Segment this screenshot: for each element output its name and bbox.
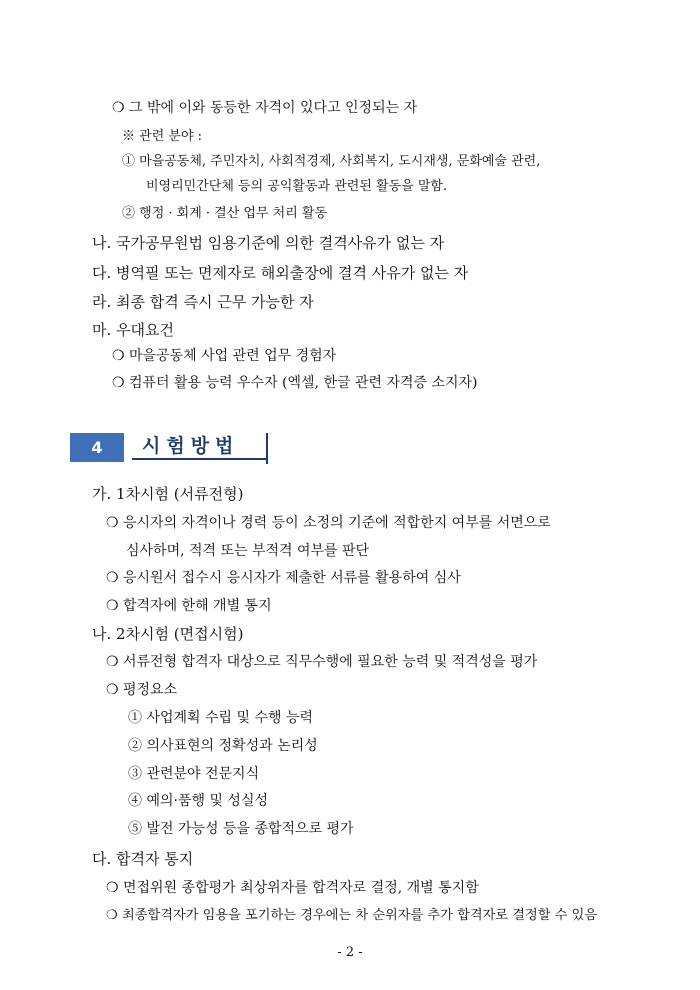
text-line: ❍ 응시자의 자격이나 경력 등이 소정의 기준에 적합한지 여부를 서면으로: [106, 515, 551, 531]
text-line: ❍ 응시원서 접수시 응시자가 제출한 서류를 활용하여 심사: [106, 570, 461, 586]
text-line: ❍ 마을공동체 사업 관련 업무 경험자: [112, 348, 337, 364]
item-heading: 라. 최종 합격 즉시 근무 가능한 자: [92, 293, 314, 311]
text-line: ❍ 평정요소: [106, 682, 178, 698]
text-line: ⑤ 발전 가능성 등을 종합적으로 평가: [128, 821, 354, 837]
text-line: ① 사업계획 수립 및 수행 능력: [128, 710, 314, 726]
text-line: 심사하며, 적격 또는 부적격 여부를 판단: [126, 543, 370, 559]
item-heading: 다. 병역필 또는 면제자로 해외출장에 결격 사유가 없는 자: [92, 264, 469, 282]
item-heading: 다. 합격자 통지: [92, 850, 194, 868]
item-heading: 마. 우대요건: [92, 321, 174, 339]
item-heading: 나. 2차시험 (면접시험): [92, 625, 244, 643]
item-heading: 가. 1차시험 (서류전형): [92, 485, 244, 503]
text-line: ② 행정 · 회계 · 결산 업무 처리 활동: [122, 206, 328, 221]
section-title: 시험방법: [132, 433, 268, 460]
text-line: ❍ 그 밖에 이와 동등한 자격이 있다고 인정되는 자: [112, 100, 418, 116]
text-line: ❍ 컴퓨터 활용 능력 우수자 (엑셀, 한글 관련 자격증 소지자): [112, 375, 478, 391]
text-line: ❍ 합격자에 한해 개별 통지: [106, 598, 272, 614]
page-number: - 2 -: [337, 945, 363, 960]
text-line: ❍ 서류전형 합격자 대상으로 직무수행에 필요한 능력 및 적격성을 평가: [106, 654, 538, 670]
note-line: ※ 관련 분야 :: [122, 129, 203, 144]
item-heading: 나. 국가공무원법 임용기준에 의한 결격사유가 없는 자: [92, 234, 445, 252]
text-line: ❍ 면접위원 종합평가 최상위자를 합격자로 결정, 개별 통지함: [106, 880, 479, 896]
text-line: ③ 관련분야 전문지식: [128, 766, 260, 782]
section-number: 4: [70, 433, 124, 462]
text-line: 비영리민간단체 등의 공익활동과 관련된 활동을 말함.: [146, 179, 448, 194]
text-line: ❍ 최종합격자가 임용을 포기하는 경우에는 차 순위자를 추가 합격자로 결정할 수 있음: [106, 908, 598, 923]
text-line: ② 의사표현의 정확성과 논리성: [128, 738, 318, 754]
text-line: ④ 예의·품행 및 성실성: [128, 793, 268, 809]
text-line: ① 마을공동체, 주민자치, 사회적경제, 사회복지, 도시재생, 문화예술 관련,: [122, 154, 541, 169]
